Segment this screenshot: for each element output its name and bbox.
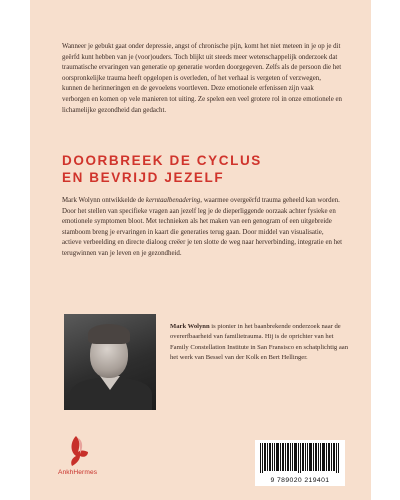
intro-paragraph: Wanneer je gebukt gaat onder depressie, angst of chronische pijn, komt het niet meteen in je op je dit geërfd kunt hebben van je (voor)ouders. Toch blijkt uit steeds meer wetenschappelijk onderzoek dat traumatische ervaringen van generatie op generatie worden doorgegeven. Zelfs als de persoon die het oorspronkelijke trauma heeft opgelopen is overleden, of het verhaal is vergeten of verzwegen, kunnen de herinneringen en de gevoelens voortleven. Deze emotionele erfenissen zijn vaak verborgen en komen op vele manieren tot uiting. Ze spelen een veel grotere rol in onze emotionele en lichamelijke gezondheid dan gedacht. [62, 43, 342, 114]
description-text [62, 196, 344, 260]
heading-line-2: EN BEVRIJD JEZELF [62, 170, 225, 185]
description-emphasis: kerntaalbenadering [145, 197, 201, 204]
isbn-number: 9 789020 219401 [270, 477, 330, 484]
author-photo-hair [88, 324, 130, 344]
description-paragraph [62, 196, 344, 260]
heading-line-1: DOORBREEK DE CYCLUS [62, 153, 262, 168]
description-rest: , waarmee overgeërfd trauma geheeld kan worden. Door het stellen van specifieke vragen aan jezelf leg je de dieperliggende oorzaak achter fysieke en emotionele symptomen bloot. Met technieken als het maken van een genogram of een uitgebreide stamboom breng je ervaringen in kaart die generaties terug gaan. Door middel van visualisatie, actieve verbeelding en directe dialoog creëer je ten slotte de weg naar herverbinding, integratie en het terugwinnen van je leven en je gezondheid. [62, 197, 343, 257]
intro-text [62, 42, 342, 116]
author-bio [170, 322, 350, 364]
author-name: Mark Wolynn [170, 323, 210, 330]
author-bio-text: is pionier in het baanbrekende onderzoek naar de overerfbaarheid van familietrauma. Hij is de oprichter van het Family Constellation Institute in San Fransisco en schatplichtig aan het werk van Bessel van der Kolk en Bert Hellinger. [170, 323, 349, 362]
barcode-bars [260, 443, 340, 473]
publisher-name: AnkhHermes [58, 469, 98, 476]
description-intro: Mark Wolynn ontwikkelde de [62, 197, 146, 204]
section-heading [62, 152, 352, 186]
author-photo [64, 314, 156, 410]
barcode [255, 440, 345, 486]
